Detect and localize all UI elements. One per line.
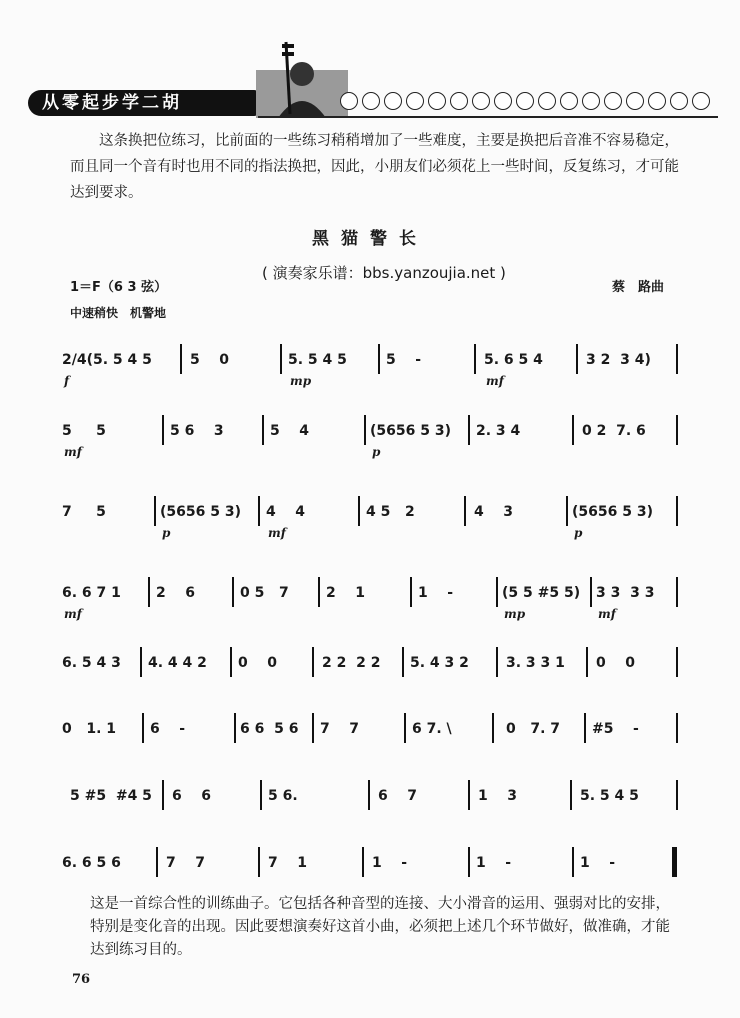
score-system-2: 5 5 mf 5 6 3 5 4 (5656 5 3) p 2. 3 4 0 2 7. 6 xyxy=(62,411,682,463)
series-banner: 从零起步学二胡 xyxy=(28,90,258,116)
closing-paragraph: 这是一首综合性的训练曲子。它包括各种音型的连接、大小滑音的运用、强弱对比的安排，特别是变化音的出现。因此要想演奏好这首小曲，必须把上述几个环节做好，做准确，才能达到练习目的。 xyxy=(90,896,670,958)
score-system-3: 7 5 (5656 5 3) p 4 4 mf 4 5 2 4 3 (5656 5 3) p xyxy=(62,492,682,544)
score-system-4: 6. 6 7 1 mf 2 6 0 5 7 2 1 1 - (5 5 #5 5) mp 3 3 3 3 mf xyxy=(62,573,682,625)
page-number: 76 xyxy=(72,972,91,987)
key-signature: 1＝F（6 3 弦） xyxy=(70,280,168,295)
score-system-6: 0 1. 1 6 - 6 6 5 6 7 7 6 7. \ 0 7. 7 #5 - xyxy=(62,709,682,761)
composer: 蔡 路曲 xyxy=(612,280,665,295)
tempo-marking: 中速稍快 机警地 xyxy=(70,306,167,320)
score-system-8: 6. 6 5 6 7 7 7 1 1 - 1 - 1 - xyxy=(62,843,682,895)
intro-paragraph: 这条换把位练习，比前面的一些练习稍稍增加了一些难度，主要是换把后音准不容易稳定，而且同一个音有时也用不同的指法换把，因此，小朋友们必须花上一些时间，反复练习，才可能达到要求。 xyxy=(70,133,679,201)
piece-source: ( 演奏家乐谱：bbs.yanzoujia.net ) xyxy=(262,264,506,282)
page-header xyxy=(28,40,718,120)
erhu-player-photo xyxy=(256,40,348,118)
decorative-circles xyxy=(340,92,710,110)
piece-title: 黑猫警长 xyxy=(312,229,428,249)
score-system-7: 5 #5 #4 5 6 6 5 6. 6 7 1 3 5. 5 4 5 xyxy=(62,776,682,828)
score-system-1: 2/4(5. 5 4 5 f 5 0 5. 5 4 5 mp 5 - 5. 6 5 4 mf 3 2 3 4) xyxy=(62,340,682,392)
header-rule xyxy=(258,116,718,118)
score-system-5: 6. 5 4 3 4. 4 4 2 0 0 2 2 2 2 5. 4 3 2 3. 3 3 1 0 0 xyxy=(62,643,682,695)
